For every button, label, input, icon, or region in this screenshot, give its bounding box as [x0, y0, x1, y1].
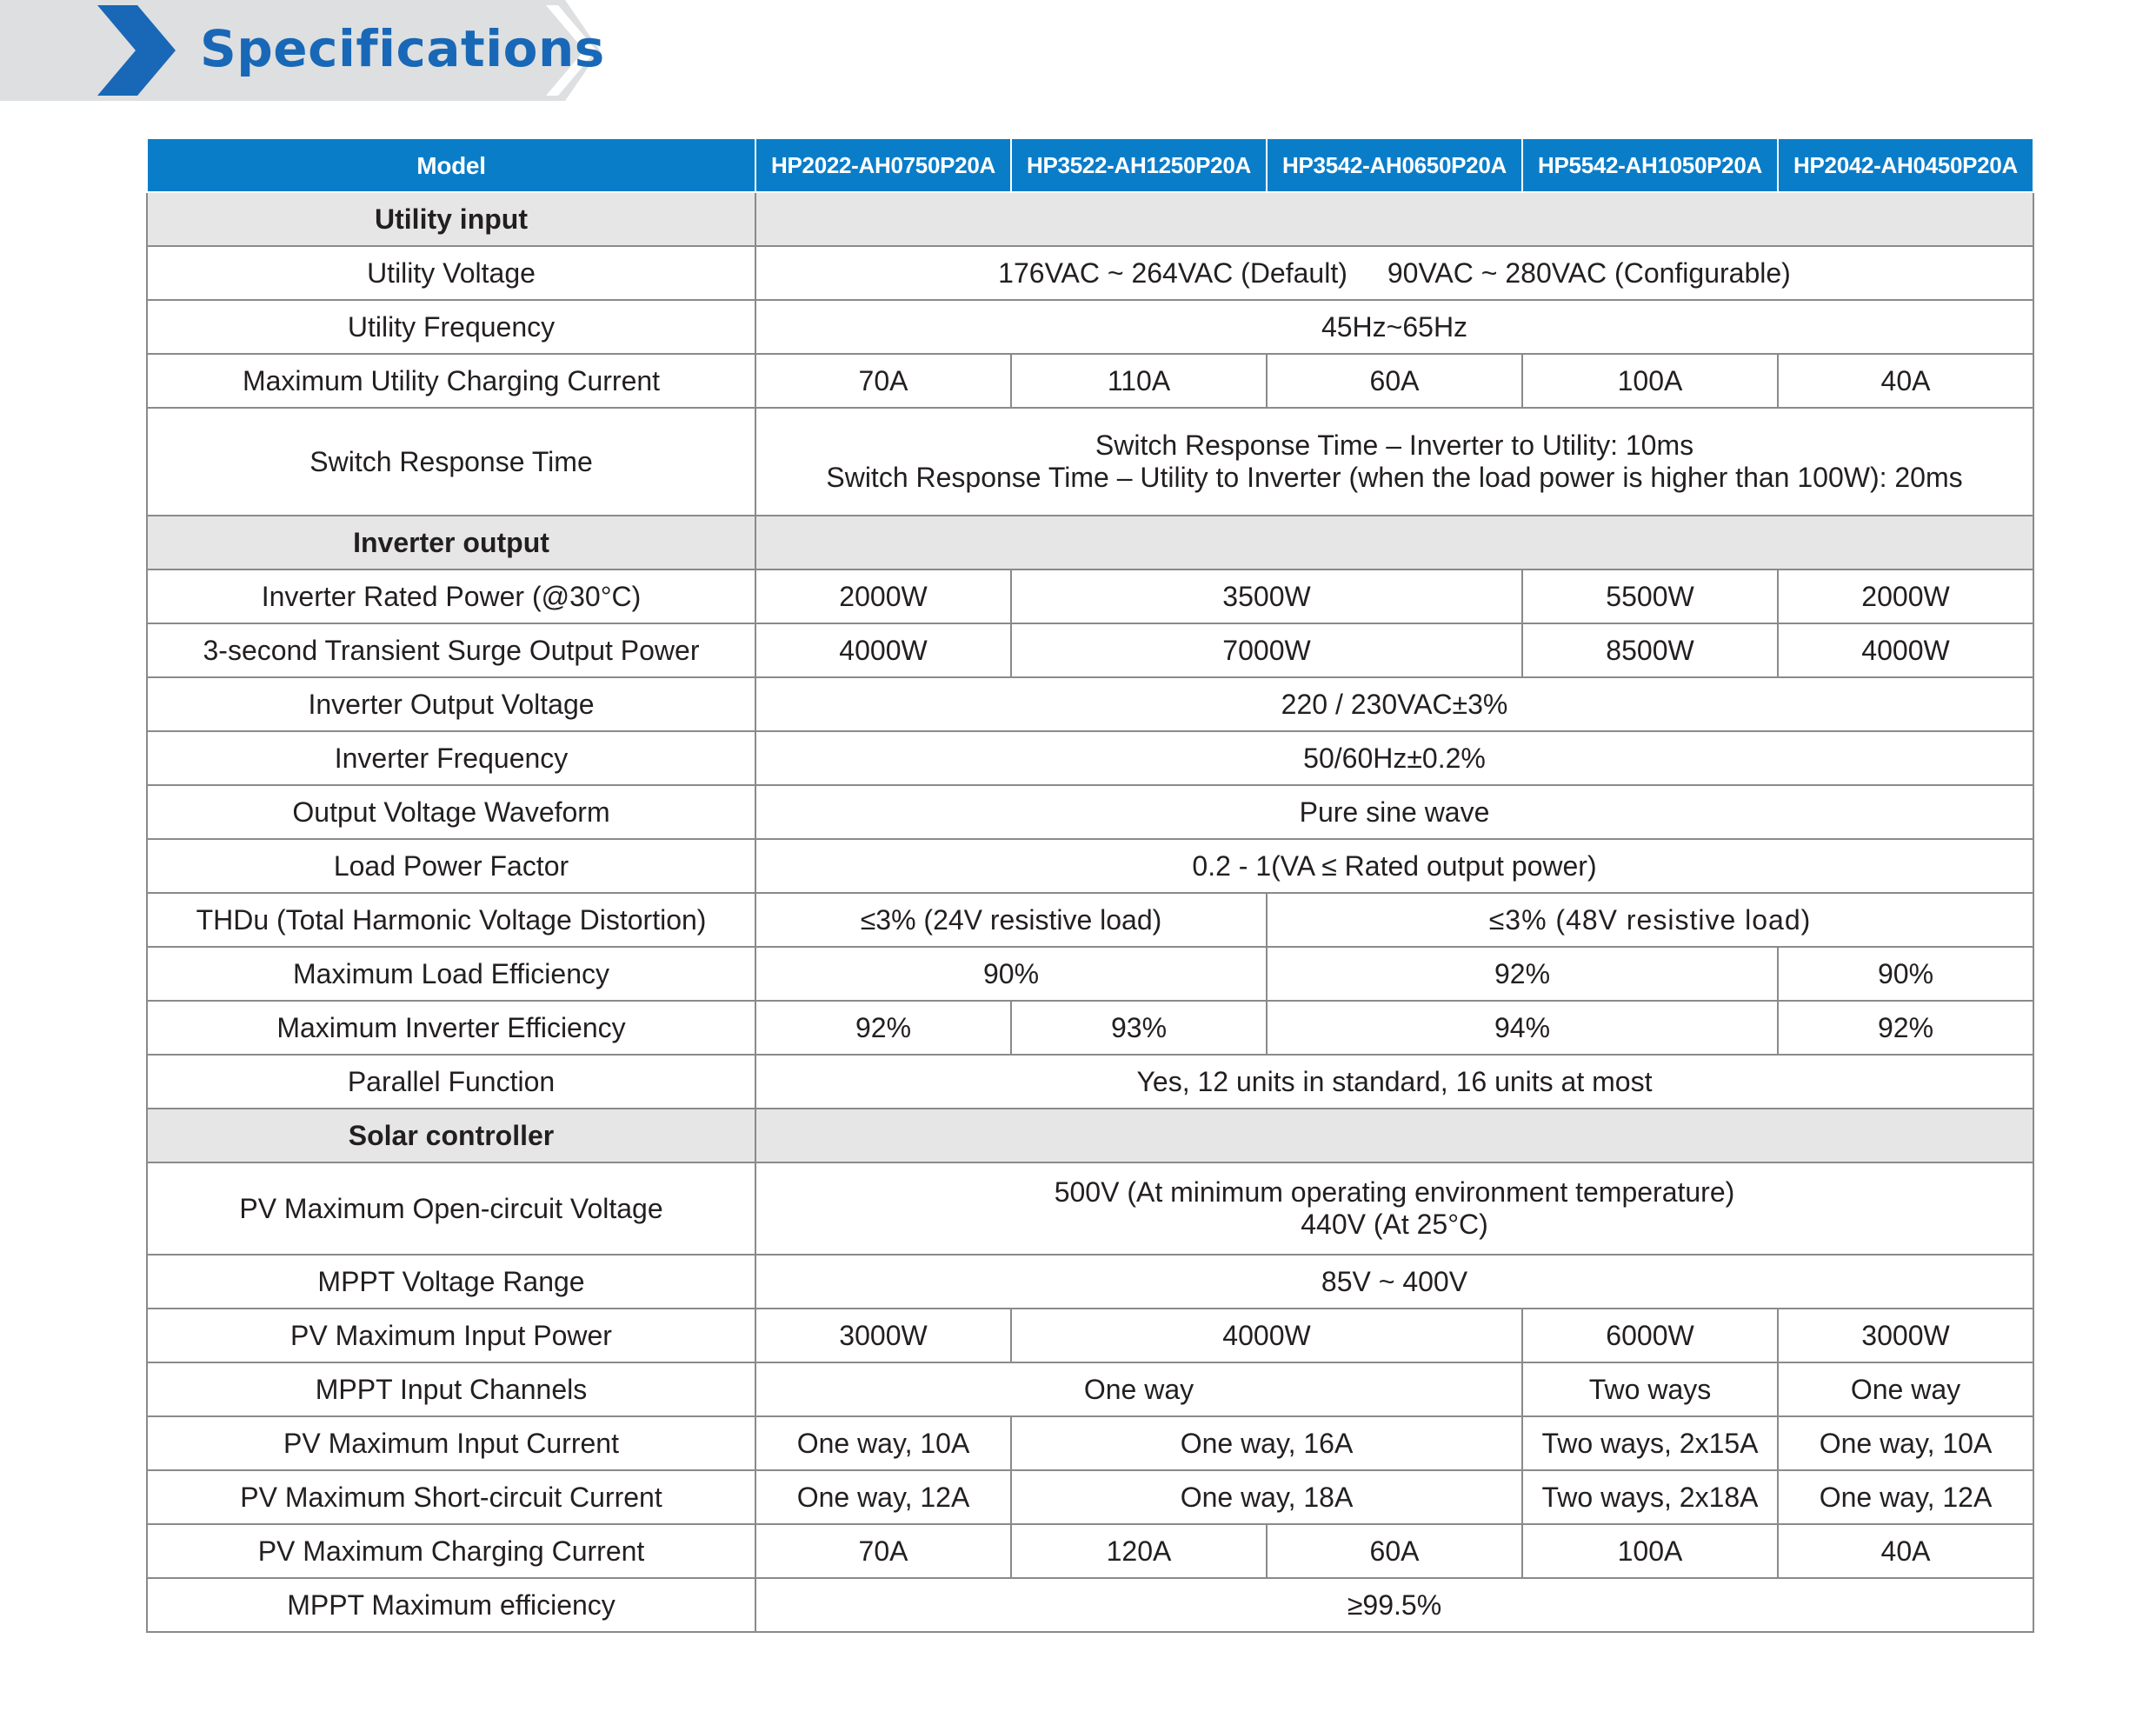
row-value: 85V ~ 400V [755, 1255, 2033, 1309]
row-label: Inverter Rated Power (@30°C) [147, 569, 755, 623]
row-value: 93% [1011, 1001, 1267, 1055]
row-value [755, 1162, 2033, 1255]
row-value: Two ways, 2x15A [1522, 1416, 1778, 1470]
switch-line-1: Switch Response Time – Inverter to Utility: 10ms [1095, 430, 1694, 461]
row-value: 92% [1267, 947, 1778, 1001]
table-header-row [147, 138, 2033, 192]
row-value: 3000W [1778, 1309, 2033, 1362]
row-label: Maximum Utility Charging Current [147, 354, 755, 408]
table-row [147, 947, 2033, 1001]
table-row [147, 623, 2033, 677]
row-value: 100A [1522, 354, 1778, 408]
row-label: MPPT Maximum efficiency [147, 1578, 755, 1632]
table-row [147, 1255, 2033, 1309]
table-row [147, 1001, 2033, 1055]
row-value: 45Hz~65Hz [755, 300, 2033, 354]
table-row [147, 1162, 2033, 1255]
row-value: One way, 10A [1778, 1416, 2033, 1470]
row-value: 92% [755, 1001, 1011, 1055]
model-column-4: HP5542-AH1050P20A [1522, 138, 1778, 192]
section-title: Utility input [147, 192, 755, 246]
row-value: 2000W [755, 569, 1011, 623]
section-title: Inverter output [147, 516, 755, 569]
table-row [147, 1362, 2033, 1416]
section-row-solar [147, 1109, 2033, 1162]
row-label: Inverter Output Voltage [147, 677, 755, 731]
row-value: One way, 10A [755, 1416, 1011, 1470]
row-value: One way [1778, 1362, 2033, 1416]
row-label: Inverter Frequency [147, 731, 755, 785]
row-label: Output Voltage Waveform [147, 785, 755, 839]
specifications-table [146, 137, 2034, 1633]
row-value: 4000W [755, 623, 1011, 677]
table-row [147, 569, 2033, 623]
row-label: Switch Response Time [147, 408, 755, 516]
row-value: 90% [755, 947, 1267, 1001]
row-label: PV Maximum Open-circuit Voltage [147, 1162, 755, 1255]
row-value: 70A [755, 354, 1011, 408]
row-value: Two ways, 2x18A [1522, 1470, 1778, 1524]
row-value: 100A [1522, 1524, 1778, 1578]
row-value [755, 408, 2033, 516]
row-label: Utility Voltage [147, 246, 755, 300]
row-label: PV Maximum Short-circuit Current [147, 1470, 755, 1524]
table-row [147, 677, 2033, 731]
row-label: 3-second Transient Surge Output Power [147, 623, 755, 677]
row-label: Maximum Load Efficiency [147, 947, 755, 1001]
row-value: 2000W [1778, 569, 2033, 623]
row-value: 220 / 230VAC±3% [755, 677, 2033, 731]
table-row [147, 1309, 2033, 1362]
switch-line-2: Switch Response Time – Utility to Inverter (when the load power is higher than 100W): 20ms [826, 462, 1963, 493]
voc-line-1: 500V (At minimum operating environment temperature) [1054, 1176, 1735, 1208]
row-value: 94% [1267, 1001, 1778, 1055]
row-label: Parallel Function [147, 1055, 755, 1109]
model-column-5: HP2042-AH0450P20A [1778, 138, 2033, 192]
table-row [147, 1524, 2033, 1578]
model-column-1: HP2022-AH0750P20A [755, 138, 1011, 192]
row-value: 4000W [1011, 1309, 1522, 1362]
table-row [147, 785, 2033, 839]
table-row [147, 839, 2033, 893]
table-row [147, 1578, 2033, 1632]
table-row [147, 408, 2033, 516]
header-banner [0, 0, 626, 101]
row-label: THDu (Total Harmonic Voltage Distortion) [147, 893, 755, 947]
table-row [147, 300, 2033, 354]
voc-line-2: 440V (At 25°C) [1301, 1209, 1488, 1240]
row-value: 3000W [755, 1309, 1011, 1362]
section-row-inverter [147, 516, 2033, 569]
row-value: 60A [1267, 354, 1522, 408]
model-header: Model [147, 138, 755, 192]
row-value: Yes, 12 units in standard, 16 units at most [755, 1055, 2033, 1109]
row-label: MPPT Voltage Range [147, 1255, 755, 1309]
row-label: Maximum Inverter Efficiency [147, 1001, 755, 1055]
table-row [147, 246, 2033, 300]
row-value: 70A [755, 1524, 1011, 1578]
row-value: 3500W [1011, 569, 1522, 623]
row-value: 120A [1011, 1524, 1267, 1578]
row-value: 0.2 - 1(VA ≤ Rated output power) [755, 839, 2033, 893]
row-value: 6000W [1522, 1309, 1778, 1362]
table-row [147, 1470, 2033, 1524]
configurable-voltage: 90VAC ~ 280VAC (Configurable) [1387, 256, 1791, 289]
section-title: Solar controller [147, 1109, 755, 1162]
section-row-utility [147, 192, 2033, 246]
table-row [147, 1416, 2033, 1470]
section-filler [755, 516, 2033, 569]
table-row [147, 354, 2033, 408]
row-value: 7000W [1011, 623, 1522, 677]
row-value: 110A [1011, 354, 1267, 408]
row-value: ≤3% (24V resistive load) [755, 893, 1267, 947]
row-value: 5500W [1522, 569, 1778, 623]
row-value: Two ways [1522, 1362, 1778, 1416]
default-voltage: 176VAC ~ 264VAC (Default) [998, 256, 1348, 289]
row-value: One way, 16A [1011, 1416, 1522, 1470]
row-value: 92% [1778, 1001, 2033, 1055]
row-value: 90% [1778, 947, 2033, 1001]
row-label: Load Power Factor [147, 839, 755, 893]
row-value [755, 246, 2033, 300]
row-label: PV Maximum Input Current [147, 1416, 755, 1470]
row-value: ≤3% (48V resistive load) [1267, 893, 2033, 947]
row-value: 8500W [1522, 623, 1778, 677]
model-column-2: HP3522-AH1250P20A [1011, 138, 1267, 192]
row-label: Utility Frequency [147, 300, 755, 354]
model-column-3: HP3542-AH0650P20A [1267, 138, 1522, 192]
row-value: One way, 12A [1778, 1470, 2033, 1524]
row-value: 50/60Hz±0.2% [755, 731, 2033, 785]
row-value: Pure sine wave [755, 785, 2033, 839]
row-label: PV Maximum Input Power [147, 1309, 755, 1362]
row-label: PV Maximum Charging Current [147, 1524, 755, 1578]
table-row [147, 893, 2033, 947]
row-label: MPPT Input Channels [147, 1362, 755, 1416]
row-value: 40A [1778, 354, 2033, 408]
table-row [147, 731, 2033, 785]
page-title: Specifications [200, 19, 605, 78]
row-value: 40A [1778, 1524, 2033, 1578]
row-value: 4000W [1778, 623, 2033, 677]
table-row [147, 1055, 2033, 1109]
row-value: One way [755, 1362, 1522, 1416]
row-value: 60A [1267, 1524, 1522, 1578]
row-value: One way, 18A [1011, 1470, 1522, 1524]
row-value: ≥99.5% [755, 1578, 2033, 1632]
section-filler [755, 1109, 2033, 1162]
row-value: One way, 12A [755, 1470, 1011, 1524]
section-filler [755, 192, 2033, 246]
